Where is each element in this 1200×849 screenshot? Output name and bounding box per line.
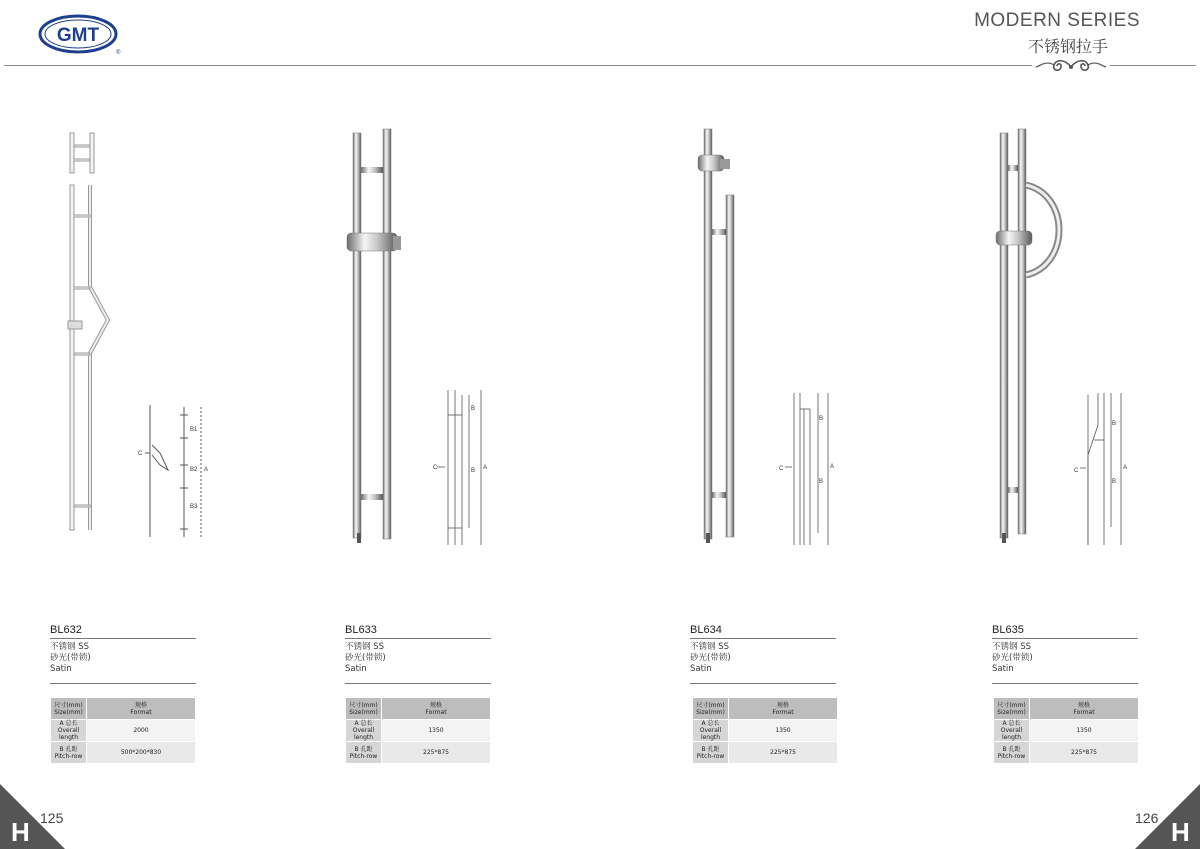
material-cn: 不锈钢 SS [50, 642, 89, 652]
pitch-row-value: 225*875 [1030, 742, 1139, 764]
size-header: 尺寸(mm) Size(mm) [346, 698, 382, 720]
drawing-label: C [433, 465, 438, 471]
drawing-label: C [1074, 468, 1079, 474]
finish-en: Satin [50, 664, 72, 674]
size-header: 尺寸(mm) Size(mm) [693, 698, 729, 720]
drawing-label: B2 [190, 467, 198, 473]
finish-cn: 砂光(带锁) [50, 653, 91, 663]
product-info-bl632 [50, 624, 196, 684]
page-number-right: 126 [1135, 810, 1159, 826]
product-info-bl635 [992, 624, 1138, 684]
finish-en: Satin [690, 664, 712, 674]
overall-length-value: 1350 [382, 720, 491, 742]
finish-en: Satin [992, 664, 1014, 674]
series-subtitle: 不锈钢拉手 [1028, 37, 1109, 56]
drawing-label: C [138, 451, 143, 457]
material-text [50, 642, 196, 675]
format-header: 规格 Format [382, 698, 491, 720]
product-photo-bl634 [690, 125, 850, 550]
overall-length-label: A 总长 Overall length [693, 720, 729, 742]
size-header: 尺寸(mm) Size(mm) [51, 698, 87, 720]
pitch-row-value: 225*875 [382, 742, 491, 764]
size-header: 尺寸(mm) Size(mm) [994, 698, 1030, 720]
pitch-row-label: B 孔距 Pitch-row [693, 742, 729, 764]
drawing-label: B [471, 406, 476, 412]
material-text [345, 642, 491, 675]
divider [50, 683, 196, 684]
drawing-label: B3 [190, 504, 198, 510]
divider [690, 683, 836, 684]
drawing-label: B [1112, 421, 1117, 427]
format-header: 规格 Format [87, 698, 196, 720]
overall-length-label: A 总长 Overall length [994, 720, 1030, 742]
brand-text: GMT [56, 25, 100, 46]
series-title: MODERN SERIES [974, 10, 1140, 31]
material-cn: 不锈钢 SS [690, 642, 729, 652]
product-photo-bl632 [60, 125, 225, 545]
finish-cn: 砂光(带锁) [690, 653, 731, 663]
material-text [690, 642, 836, 675]
model-number: BL635 [992, 624, 1138, 639]
header-rule [4, 65, 1196, 66]
product-photo-bl635 [990, 125, 1140, 550]
pitch-row-label: B 孔距 Pitch-row [346, 742, 382, 764]
material-text [992, 642, 1138, 675]
spec-table-bl632 [50, 697, 196, 764]
pitch-row-value: 225*875 [729, 742, 838, 764]
spec-table-bl635 [993, 697, 1139, 764]
product-photo-bl633 [335, 125, 505, 550]
corner-letter: H [11, 817, 30, 847]
pitch-row-label: B 孔距 Pitch-row [994, 742, 1030, 764]
format-header: 规格 Format [729, 698, 838, 720]
drawing-label: A [483, 465, 488, 471]
overall-length-value: 1350 [729, 720, 838, 742]
material-cn: 不锈钢 SS [345, 642, 384, 652]
product-info-bl634 [690, 624, 836, 684]
drawing-label: A [830, 464, 835, 470]
drawing-label: B [819, 479, 824, 485]
page-number-left: 125 [40, 810, 64, 826]
finish-en: Satin [345, 664, 367, 674]
divider [345, 683, 491, 684]
overall-length-label: A 总长 Overall length [51, 720, 87, 742]
spec-table-bl633 [345, 697, 491, 764]
pitch-row-label: B 孔距 Pitch-row [51, 742, 87, 764]
overall-length-label: A 总长 Overall length [346, 720, 382, 742]
finish-cn: 砂光(带锁) [345, 653, 386, 663]
format-header: 规格 Format [1030, 698, 1139, 720]
drawing-label: A [1123, 465, 1128, 471]
spec-table-bl634 [692, 697, 838, 764]
drawing-label: B1 [190, 427, 198, 433]
material-cn: 不锈钢 SS [992, 642, 1031, 652]
model-number: BL633 [345, 624, 491, 639]
finish-cn: 砂光(带锁) [992, 653, 1033, 663]
gmt-logo [38, 14, 122, 56]
drawing-label: A [204, 467, 209, 473]
overall-length-value: 1350 [1030, 720, 1139, 742]
model-number: BL632 [50, 624, 196, 639]
model-number: BL634 [690, 624, 836, 639]
divider [992, 683, 1138, 684]
drawing-label: B [819, 416, 824, 422]
drawing-label: B [471, 468, 476, 474]
registered-mark: ® [116, 50, 121, 56]
overall-length-value: 2000 [87, 720, 196, 742]
corner-letter: H [1171, 817, 1190, 847]
drawing-label: C [779, 466, 784, 472]
pitch-row-value: 500*200*830 [87, 742, 196, 764]
drawing-label: B [1112, 479, 1117, 485]
product-info-bl633 [345, 624, 491, 684]
scroll-ornament-icon [1032, 56, 1110, 78]
